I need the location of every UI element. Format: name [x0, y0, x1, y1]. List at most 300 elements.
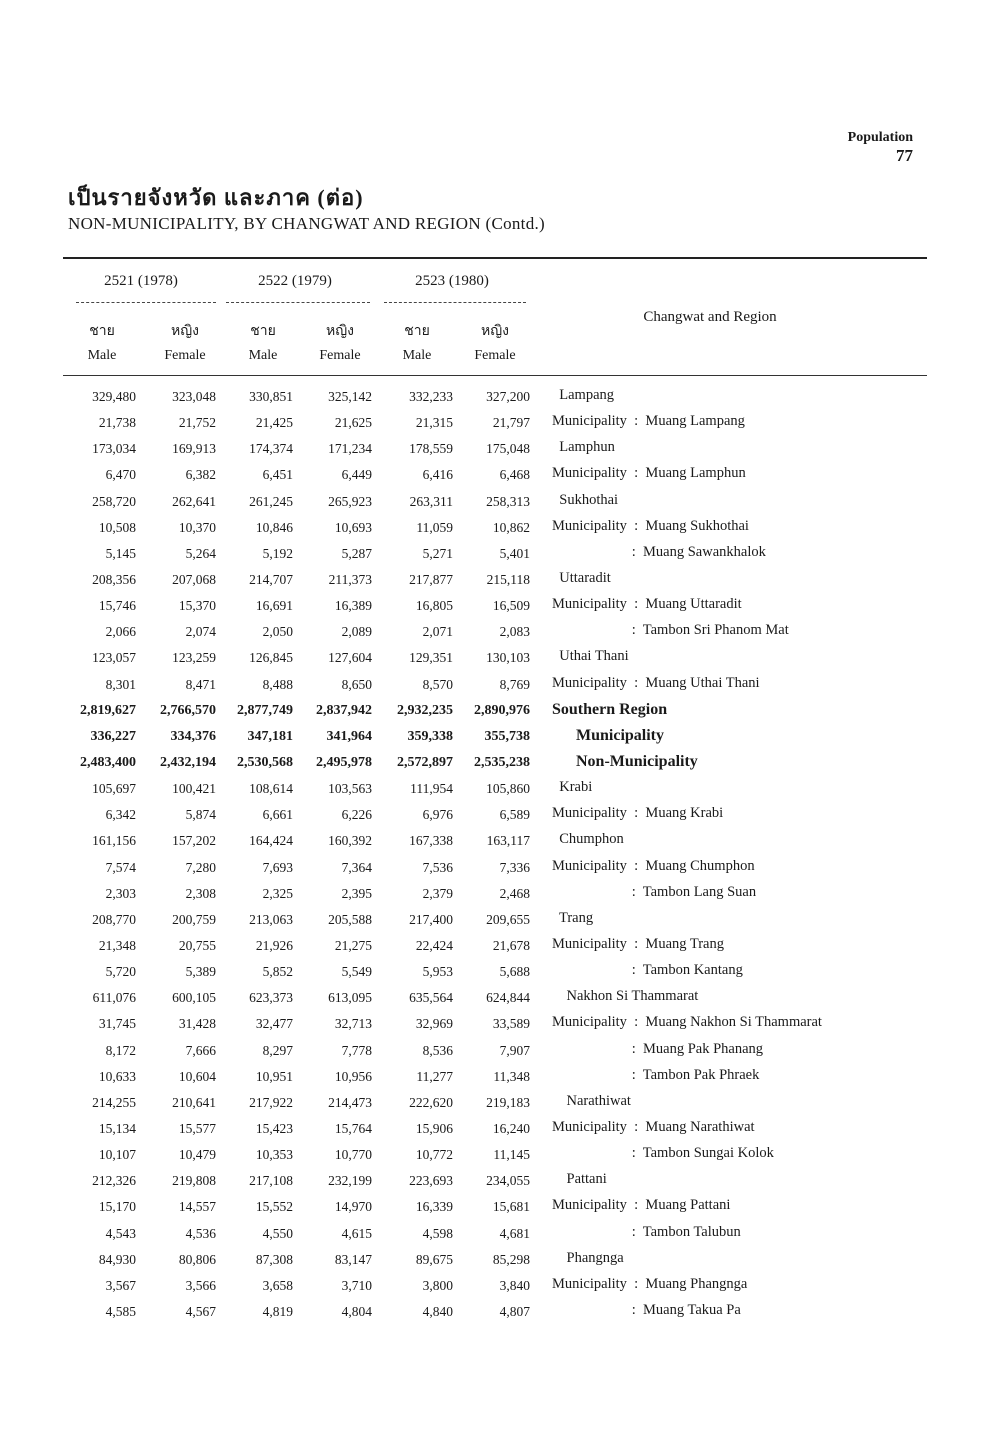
- cell-value: 8,650: [341, 676, 372, 692]
- cell-value: 258,720: [92, 493, 136, 509]
- row-label: Phangnga: [552, 1249, 624, 1266]
- cell-value: 108,614: [249, 781, 293, 797]
- cell-value: 623,373: [249, 990, 293, 1006]
- cell-value: 100,421: [172, 781, 216, 797]
- cell-value: 103,563: [328, 781, 372, 797]
- row-label: : Tambon Talubun: [552, 1223, 741, 1240]
- table-row: [0, 490, 990, 516]
- row-label: Municipality : Muang Pattani: [552, 1197, 731, 1214]
- cell-value: 327,200: [486, 389, 530, 404]
- cell-value: 31,428: [178, 1016, 216, 1032]
- year-rule: [384, 302, 526, 303]
- table-row: [0, 1039, 990, 1065]
- table-row: [0, 1143, 990, 1169]
- cell-value: 2,303: [105, 885, 136, 901]
- cell-value: 123,057: [92, 650, 136, 666]
- cell-value: 10,846: [255, 519, 293, 535]
- cell-value: 6,661: [262, 807, 293, 823]
- cell-value: 8,301: [105, 676, 136, 692]
- cell-value: 21,315: [415, 415, 453, 431]
- table-row: [0, 1195, 990, 1221]
- cell-value: 10,604: [178, 1068, 216, 1084]
- cell-value: 219,183: [486, 1094, 530, 1110]
- cell-value: 8,536: [422, 1042, 453, 1058]
- cell-value: 5,389: [185, 964, 216, 980]
- cell-value: 200,759: [172, 911, 216, 927]
- col-female: หญิง Female: [164, 324, 206, 363]
- cell-value: 2,074: [185, 624, 216, 640]
- cell-value: 111,954: [410, 781, 453, 797]
- row-label: Municipality : Muang Uttaradit: [552, 596, 742, 613]
- cell-value: 323,048: [172, 389, 216, 404]
- cell-value: 6,342: [105, 807, 136, 823]
- cell-value: 127,604: [328, 650, 372, 666]
- cell-value: 15,423: [255, 1120, 293, 1136]
- row-label: Sukhothai: [552, 491, 619, 508]
- cell-value: 217,877: [409, 571, 453, 587]
- cell-value: 171,234: [328, 441, 372, 457]
- cell-value: 5,688: [499, 964, 530, 980]
- row-label: Municipality : Muang Chumphon: [552, 857, 755, 874]
- cell-value: 105,860: [486, 781, 530, 797]
- page-number: 77: [896, 146, 913, 165]
- cell-value: 3,658: [262, 1277, 293, 1293]
- table-row: [0, 1065, 990, 1091]
- row-label: Municipality : Muang Krabi: [552, 805, 724, 822]
- cell-value: 174,374: [249, 441, 293, 457]
- cell-value: 334,376: [170, 728, 216, 744]
- cell-value: 258,313: [486, 493, 530, 509]
- cell-value: 161,156: [92, 833, 136, 849]
- cell-value: 6,226: [341, 807, 372, 823]
- cell-value: 209,655: [486, 911, 530, 927]
- table-row: [0, 829, 990, 855]
- cell-value: 214,255: [92, 1094, 136, 1110]
- col-changwat-region: Changwat and Region: [643, 309, 777, 325]
- table-row: [0, 751, 990, 777]
- cell-value: 613,095: [328, 990, 372, 1006]
- cell-value: 208,356: [92, 571, 136, 587]
- cell-value: 178,559: [409, 441, 453, 457]
- cell-value: 214,473: [328, 1094, 372, 1110]
- cell-value: 4,567: [185, 1303, 216, 1319]
- cell-value: 21,752: [178, 415, 216, 431]
- cell-value: 10,633: [98, 1068, 136, 1084]
- row-label: Narathiwat: [552, 1092, 631, 1109]
- cell-value: 4,840: [422, 1303, 453, 1319]
- table-row: [0, 1300, 990, 1326]
- table-row: [0, 1117, 990, 1143]
- cell-value: 15,577: [178, 1120, 216, 1136]
- cell-value: 217,922: [249, 1094, 293, 1110]
- cell-value: 223,693: [409, 1173, 453, 1189]
- cell-value: 10,951: [255, 1068, 293, 1084]
- cell-value: 3,840: [499, 1277, 530, 1293]
- row-label: Municipality : Muang Narathiwat: [552, 1118, 755, 1135]
- row-label: : Tambon Sungai Kolok: [552, 1145, 774, 1162]
- cell-value: 22,424: [415, 937, 453, 953]
- cell-value: 15,906: [415, 1120, 453, 1136]
- table-row: [0, 646, 990, 672]
- cell-value: 2,572,897: [397, 754, 453, 770]
- year-header-1979: 2522 (1979): [258, 273, 332, 289]
- table-row: [0, 1248, 990, 1274]
- cell-value: 16,509: [492, 598, 530, 614]
- cell-value: 157,202: [172, 833, 216, 849]
- table-row: [0, 411, 990, 437]
- table-row: [0, 856, 990, 882]
- cell-value: 7,364: [341, 859, 372, 875]
- cell-value: 16,339: [415, 1199, 453, 1215]
- cell-value: 2,877,749: [237, 702, 293, 718]
- cell-value: 10,772: [415, 1147, 453, 1163]
- row-label: Municipality : Muang Lamphun: [552, 465, 746, 482]
- cell-value: 8,570: [422, 676, 453, 692]
- cell-value: 164,424: [249, 833, 293, 849]
- col-male: ชาย Male: [248, 324, 278, 363]
- row-label: Municipality : Muang Sukhothai: [552, 517, 749, 534]
- cell-value: 10,956: [334, 1068, 372, 1084]
- cell-value: 2,890,976: [474, 702, 530, 718]
- cell-value: 4,543: [105, 1225, 136, 1241]
- row-label: Uttaradit: [552, 569, 611, 586]
- cell-value: 21,625: [334, 415, 372, 431]
- table-row: [0, 1274, 990, 1300]
- cell-value: 7,778: [341, 1042, 372, 1058]
- cell-value: 105,697: [92, 781, 136, 797]
- cell-value: 2,530,568: [237, 754, 293, 770]
- cell-value: 7,280: [185, 859, 216, 875]
- cell-value: 2,066: [105, 624, 136, 640]
- year-header-1978: 2521 (1978): [104, 273, 178, 289]
- cell-value: 7,693: [262, 859, 293, 875]
- cell-value: 15,170: [98, 1199, 136, 1215]
- cell-value: 207,068: [172, 571, 216, 587]
- row-label: Municipality : Muang Trang: [552, 935, 724, 952]
- cell-value: 359,338: [407, 728, 453, 744]
- cell-value: 8,297: [262, 1042, 293, 1058]
- row-label: Municipality: [552, 726, 665, 744]
- cell-value: 214,707: [249, 571, 293, 587]
- table-row: [0, 803, 990, 829]
- cell-value: 4,615: [341, 1225, 372, 1241]
- cell-value: 219,808: [172, 1173, 216, 1189]
- cell-value: 10,353: [255, 1147, 293, 1163]
- table-row: [0, 542, 990, 568]
- cell-value: 11,059: [416, 519, 453, 535]
- cell-value: 84,930: [98, 1251, 136, 1267]
- cell-value: 7,536: [422, 859, 453, 875]
- cell-value: 16,389: [334, 598, 372, 614]
- cell-value: 21,348: [98, 937, 136, 953]
- cell-value: 15,370: [178, 598, 216, 614]
- cell-value: 332,233: [409, 389, 453, 404]
- cell-value: 262,641: [172, 493, 216, 509]
- cell-value: 11,277: [416, 1068, 453, 1084]
- cell-value: 21,926: [255, 937, 293, 953]
- cell-value: 4,819: [262, 1303, 293, 1319]
- cell-value: 2,483,400: [80, 754, 136, 770]
- cell-value: 600,105: [172, 990, 216, 1006]
- cell-value: 212,326: [92, 1173, 136, 1189]
- cell-value: 213,063: [249, 911, 293, 927]
- cell-value: 10,479: [178, 1147, 216, 1163]
- row-label: Municipality : Muang Uthai Thani: [552, 674, 760, 691]
- col-female: หญิง Female: [319, 324, 361, 363]
- cell-value: 6,382: [185, 467, 216, 483]
- table-row: [0, 385, 990, 411]
- row-label: Uthai Thani: [552, 648, 629, 665]
- row-label: Nakhon Si Thammarat: [552, 988, 699, 1005]
- cell-value: 2,819,627: [80, 702, 136, 718]
- row-label: Municipality : Muang Nakhon Si Thammarat: [552, 1014, 822, 1031]
- cell-value: 3,566: [185, 1277, 216, 1293]
- cell-value: 325,142: [328, 389, 372, 404]
- cell-value: 5,874: [185, 807, 216, 823]
- cell-value: 2,379: [422, 885, 453, 901]
- cell-value: 4,585: [105, 1303, 136, 1319]
- cell-value: 8,172: [105, 1042, 136, 1058]
- cell-value: 15,746: [98, 598, 136, 614]
- cell-value: 10,370: [178, 519, 216, 535]
- cell-value: 217,108: [249, 1173, 293, 1189]
- cell-value: 89,675: [415, 1251, 453, 1267]
- cell-value: 5,287: [341, 545, 372, 561]
- cell-value: 217,400: [409, 911, 453, 927]
- cell-value: 2,535,238: [474, 754, 530, 770]
- row-label: Chumphon: [552, 831, 624, 848]
- cell-value: 205,588: [328, 911, 372, 927]
- table-row: [0, 594, 990, 620]
- cell-value: 6,451: [262, 467, 293, 483]
- row-label: Southern Region: [552, 700, 668, 718]
- title-english: NON-MUNICIPALITY, BY CHANGWAT AND REGION (Contd.): [68, 214, 546, 233]
- cell-value: 263,311: [409, 493, 453, 509]
- row-label: : Tambon Kantang: [552, 962, 743, 979]
- table-row: [0, 516, 990, 542]
- table-row: [0, 908, 990, 934]
- cell-value: 15,552: [255, 1199, 293, 1215]
- cell-value: 7,907: [499, 1042, 530, 1058]
- cell-value: 2,395: [341, 885, 372, 901]
- cell-value: 123,259: [172, 650, 216, 666]
- table-row: [0, 1222, 990, 1248]
- cell-value: 10,862: [492, 519, 530, 535]
- cell-value: 15,764: [334, 1120, 372, 1136]
- cell-value: 2,837,942: [316, 702, 372, 718]
- table-row: [0, 882, 990, 908]
- cell-value: 5,720: [105, 964, 136, 980]
- cell-value: 7,574: [105, 859, 136, 875]
- row-label: : Tambon Lang Suan: [552, 883, 757, 900]
- cell-value: 83,147: [334, 1251, 372, 1267]
- header-bottom-rule: [63, 375, 927, 376]
- cell-value: 234,055: [486, 1173, 530, 1189]
- table-row: [0, 777, 990, 803]
- cell-value: 6,470: [105, 467, 136, 483]
- cell-value: 169,913: [172, 441, 216, 457]
- cell-value: 2,308: [185, 885, 216, 901]
- table-row: [0, 620, 990, 646]
- cell-value: 5,401: [499, 545, 530, 561]
- cell-value: 4,807: [499, 1303, 530, 1319]
- cell-value: 2,468: [499, 885, 530, 901]
- cell-value: 32,477: [255, 1016, 293, 1032]
- table-row: [0, 960, 990, 986]
- cell-value: 32,969: [415, 1016, 453, 1032]
- cell-value: 2,766,570: [160, 702, 216, 718]
- cell-value: 5,271: [422, 545, 453, 561]
- table-row: [0, 1091, 990, 1117]
- cell-value: 15,681: [492, 1199, 530, 1215]
- cell-value: 261,245: [249, 493, 293, 509]
- cell-value: 7,336: [499, 859, 530, 875]
- cell-value: 5,549: [341, 964, 372, 980]
- cell-value: 8,471: [185, 676, 216, 692]
- cell-value: 210,641: [172, 1094, 216, 1110]
- cell-value: 2,083: [499, 624, 530, 640]
- cell-value: 341,964: [326, 728, 372, 744]
- cell-value: 11,348: [493, 1068, 530, 1084]
- cell-value: 5,264: [185, 545, 216, 561]
- cell-value: 347,181: [247, 728, 293, 744]
- cell-value: 6,589: [499, 807, 530, 823]
- cell-value: 2,932,235: [397, 702, 453, 718]
- cell-value: 2,050: [262, 624, 293, 640]
- cell-value: 160,392: [328, 833, 372, 849]
- cell-value: 2,071: [422, 624, 453, 640]
- cell-value: 16,805: [415, 598, 453, 614]
- cell-value: 265,923: [328, 493, 372, 509]
- cell-value: 5,852: [262, 964, 293, 980]
- table-row: [0, 699, 990, 725]
- section-name: Population: [847, 130, 913, 145]
- cell-value: 20,755: [178, 937, 216, 953]
- table-row: [0, 1169, 990, 1195]
- cell-value: 7,666: [185, 1042, 216, 1058]
- cell-value: 32,713: [334, 1016, 372, 1032]
- table-body: [0, 385, 990, 1326]
- cell-value: 175,048: [486, 441, 530, 457]
- table-row: [0, 568, 990, 594]
- cell-value: 80,806: [178, 1251, 216, 1267]
- cell-value: 8,488: [262, 676, 293, 692]
- cell-value: 6,976: [422, 807, 453, 823]
- cell-value: 6,449: [341, 467, 372, 483]
- cell-value: 611,076: [92, 990, 136, 1006]
- cell-value: 635,564: [409, 990, 453, 1006]
- cell-value: 6,468: [499, 467, 530, 483]
- cell-value: 336,227: [90, 728, 136, 744]
- row-label: Trang: [552, 909, 594, 926]
- row-label: Lampang: [552, 387, 615, 403]
- row-label: : Tambon Sri Phanom Mat: [552, 622, 789, 639]
- cell-value: 21,738: [98, 415, 136, 431]
- cell-value: 211,373: [328, 571, 372, 587]
- cell-value: 3,710: [341, 1277, 372, 1293]
- table-row: [0, 934, 990, 960]
- cell-value: 4,536: [185, 1225, 216, 1241]
- cell-value: 2,089: [341, 624, 372, 640]
- cell-value: 10,107: [98, 1147, 136, 1163]
- cell-value: 130,103: [486, 650, 530, 666]
- cell-value: 2,432,194: [160, 754, 216, 770]
- cell-value: 208,770: [92, 911, 136, 927]
- table-row: [0, 437, 990, 463]
- cell-value: 129,351: [409, 650, 453, 666]
- cell-value: 329,480: [92, 389, 136, 404]
- cell-value: 4,598: [422, 1225, 453, 1241]
- cell-value: 10,770: [334, 1147, 372, 1163]
- cell-value: 5,145: [105, 545, 136, 561]
- col-male: ชาย Male: [402, 324, 432, 363]
- cell-value: 167,338: [409, 833, 453, 849]
- cell-value: 222,620: [409, 1094, 453, 1110]
- cell-value: 10,508: [98, 519, 136, 535]
- cell-value: 14,557: [178, 1199, 216, 1215]
- cell-value: 16,691: [255, 598, 293, 614]
- cell-value: 5,953: [422, 964, 453, 980]
- year-rule: [76, 302, 216, 303]
- table-row: [0, 1012, 990, 1038]
- year-header-1980: 2523 (1980): [415, 273, 489, 289]
- cell-value: 6,416: [422, 467, 453, 483]
- col-male: ชาย Male: [87, 324, 117, 363]
- row-label: : Muang Takua Pa: [552, 1301, 741, 1318]
- table-row: [0, 725, 990, 751]
- col-female: หญิง Female: [474, 324, 516, 363]
- row-label: : Muang Sawankhalok: [552, 543, 766, 560]
- cell-value: 21,425: [255, 415, 293, 431]
- cell-value: 21,678: [492, 937, 530, 953]
- year-rule: [226, 302, 370, 303]
- cell-value: 173,034: [92, 441, 136, 457]
- cell-value: 21,275: [334, 937, 372, 953]
- cell-value: 16,240: [492, 1120, 530, 1136]
- cell-value: 4,550: [262, 1225, 293, 1241]
- row-label: Krabi: [552, 779, 593, 796]
- cell-value: 87,308: [255, 1251, 293, 1267]
- cell-value: 4,681: [499, 1225, 530, 1241]
- page-header: [848, 129, 913, 165]
- cell-value: 126,845: [249, 650, 293, 666]
- cell-value: 14,970: [334, 1199, 372, 1215]
- cell-value: 15,134: [98, 1120, 136, 1136]
- cell-value: 3,800: [422, 1277, 453, 1293]
- table-row: [0, 463, 990, 489]
- cell-value: 232,199: [328, 1173, 372, 1189]
- row-label: : Muang Pak Phanang: [552, 1040, 764, 1057]
- cell-value: 5,192: [262, 545, 293, 561]
- row-label: Non-Municipality: [552, 752, 698, 770]
- row-label: Pattani: [552, 1171, 607, 1188]
- cell-value: 2,325: [262, 885, 293, 901]
- title-thai: เป็นรายจังหวัด และภาค (ต่อ): [68, 185, 364, 210]
- cell-value: 33,589: [492, 1016, 530, 1032]
- cell-value: 624,844: [486, 990, 530, 1006]
- cell-value: 21,797: [492, 415, 530, 431]
- cell-value: 3,567: [105, 1277, 136, 1293]
- cell-value: 10,693: [334, 519, 372, 535]
- row-label: : Tambon Pak Phraek: [552, 1066, 760, 1083]
- cell-value: 4,804: [341, 1303, 372, 1319]
- cell-value: 31,745: [98, 1016, 136, 1032]
- cell-value: 330,851: [249, 389, 293, 404]
- cell-value: 163,117: [486, 833, 530, 849]
- row-label: Municipality : Muang Phangnga: [552, 1275, 748, 1292]
- row-label: Municipality : Muang Lampang: [552, 413, 745, 430]
- table-row: [0, 673, 990, 699]
